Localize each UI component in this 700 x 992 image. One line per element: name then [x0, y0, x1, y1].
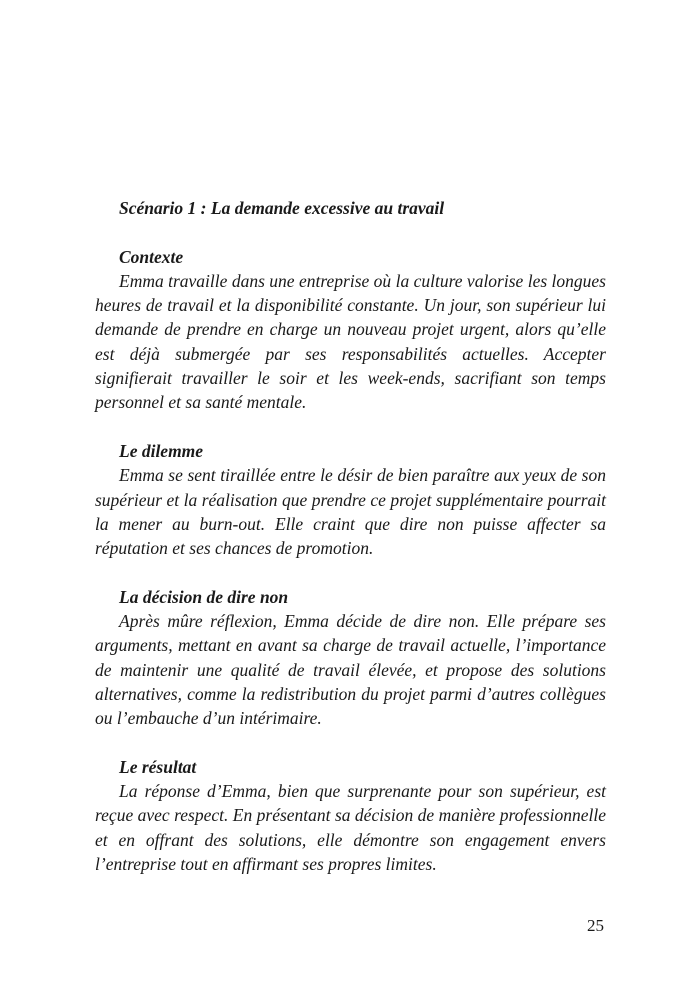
sections: [95, 245, 606, 877]
scenario-title: Scénario 1 : La demande excessive au travail: [119, 198, 445, 218]
page-body: [95, 196, 606, 876]
section-paragraph: La réponse d’Emma, bien que surprenante pour son supérieur, est reçue avec respect. En présentant sa décision de manière professionnelle et en offrant des solutions, elle démontre son engagement envers l’entreprise tout en affirmant ses propres limites.: [95, 781, 606, 875]
section-heading: Contexte: [119, 246, 184, 267]
section-heading: Le résultat: [119, 756, 197, 777]
section-dilemme: [95, 439, 606, 560]
section-resultat: [95, 755, 606, 876]
section-paragraph: Emma travaille dans une entreprise où la culture valorise les longues heures de travail et la disponibilité constante. Un jour, son supérieur lui demande de prendre en charge un nouveau projet urgent, alors qu’elle est déjà submergée par ses responsabilités actuelles. Accepter signifierait travailler le soir et les week-ends, sacrifiant son temps personnel et sa santé mentale.: [95, 270, 606, 413]
section-paragraph: Après mûre réflexion, Emma décide de dire non. Elle prépare ses arguments, mettant en avant sa charge de travail actuelle, l’importance de maintenir une qualité de travail élevée, et propose des solutions alternatives, comme la redistribution du projet parmi d’autres collègues ou l’embauche d’un intérimaire.: [95, 611, 606, 729]
section-decision: [95, 585, 606, 731]
page-number: 25: [587, 916, 604, 935]
section-heading: La décision de dire non: [119, 586, 289, 607]
section-heading: Le dilemme: [119, 440, 204, 461]
section-paragraph: Emma se sent tiraillée entre le désir de bien paraître aux yeux de son supérieur et la réalisation que prendre ce projet supplémentaire pourrait la mener au burn-out. Elle craint que dire non puisse affecter sa réputation et ses chances de promotion.: [95, 465, 606, 559]
section-contexte: [95, 245, 606, 415]
